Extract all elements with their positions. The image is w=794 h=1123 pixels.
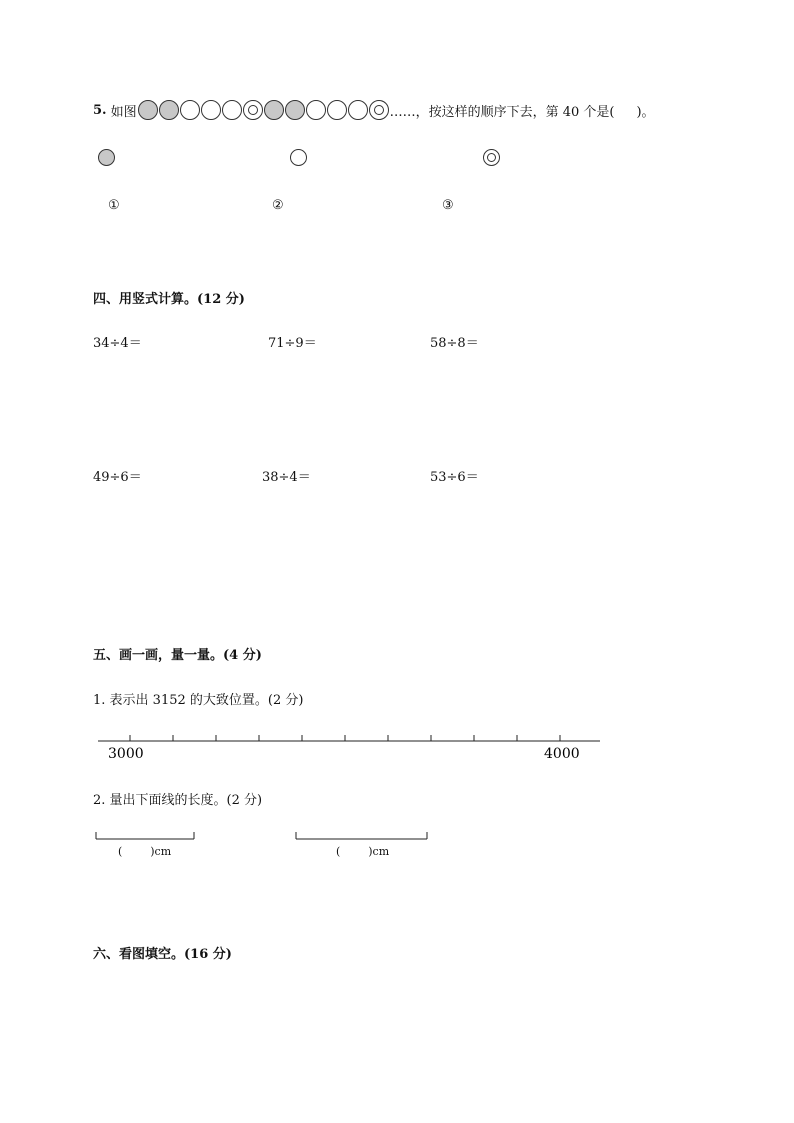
problem-5: 38÷4＝ (262, 470, 311, 485)
segment-2 (294, 830, 430, 842)
white-circle-icon (327, 100, 347, 120)
segment-1 (94, 830, 198, 842)
q5-suffix: ……，按这样的顺序下去，第 40 个是( (389, 104, 615, 120)
gray-circle-icon (285, 100, 305, 120)
white-circle-icon (180, 100, 200, 120)
gray-circle-icon (138, 100, 158, 120)
q5-number: 5. (93, 102, 107, 118)
ring-circle-icon (243, 100, 263, 120)
problem-2: 71÷9＝ (268, 336, 317, 351)
number-line[interactable] (90, 730, 610, 764)
gray-circle-icon (159, 100, 179, 120)
option-mark-1: ① (108, 198, 120, 213)
option-white-circle-icon (290, 149, 307, 166)
q5-prefix: 如图 (110, 104, 137, 120)
number-line-ticks (130, 735, 560, 741)
section5-title: 五、画一画，量一量。(4 分) (93, 648, 262, 663)
problem-6: 53÷6＝ (430, 470, 479, 485)
option-ring-circle-icon (483, 149, 500, 166)
q5-line (93, 100, 655, 120)
number-line-start: 3000 (108, 746, 144, 762)
section4-title: 四、用竖式计算。(12 分) (93, 292, 245, 307)
gray-circle-icon (264, 100, 284, 120)
problem-3: 58÷8＝ (430, 336, 479, 351)
measure-answer-1[interactable]: ( )cm (118, 845, 172, 858)
section5-q2: 2. 量出下面线的长度。(2 分) (93, 793, 263, 808)
problem-4: 49÷6＝ (93, 470, 142, 485)
white-circle-icon (222, 100, 242, 120)
option-gray-circle-icon (98, 149, 115, 166)
option-mark-3: ③ (442, 198, 454, 213)
measure-answer-2[interactable]: ( )cm (336, 845, 390, 858)
q5-close: )。 (636, 104, 655, 120)
option-mark-2: ② (272, 198, 284, 213)
white-circle-icon (201, 100, 221, 120)
white-circle-icon (306, 100, 326, 120)
number-line-end: 4000 (544, 746, 580, 762)
section6-title: 六、看图填空。(16 分) (93, 947, 232, 962)
white-circle-icon (348, 100, 368, 120)
ring-circle-icon (369, 100, 389, 120)
section5-q1: 1. 表示出 3152 的大致位置。(2 分) (93, 693, 304, 708)
circle-sequence (138, 100, 389, 120)
problem-1: 34÷4＝ (93, 336, 142, 351)
